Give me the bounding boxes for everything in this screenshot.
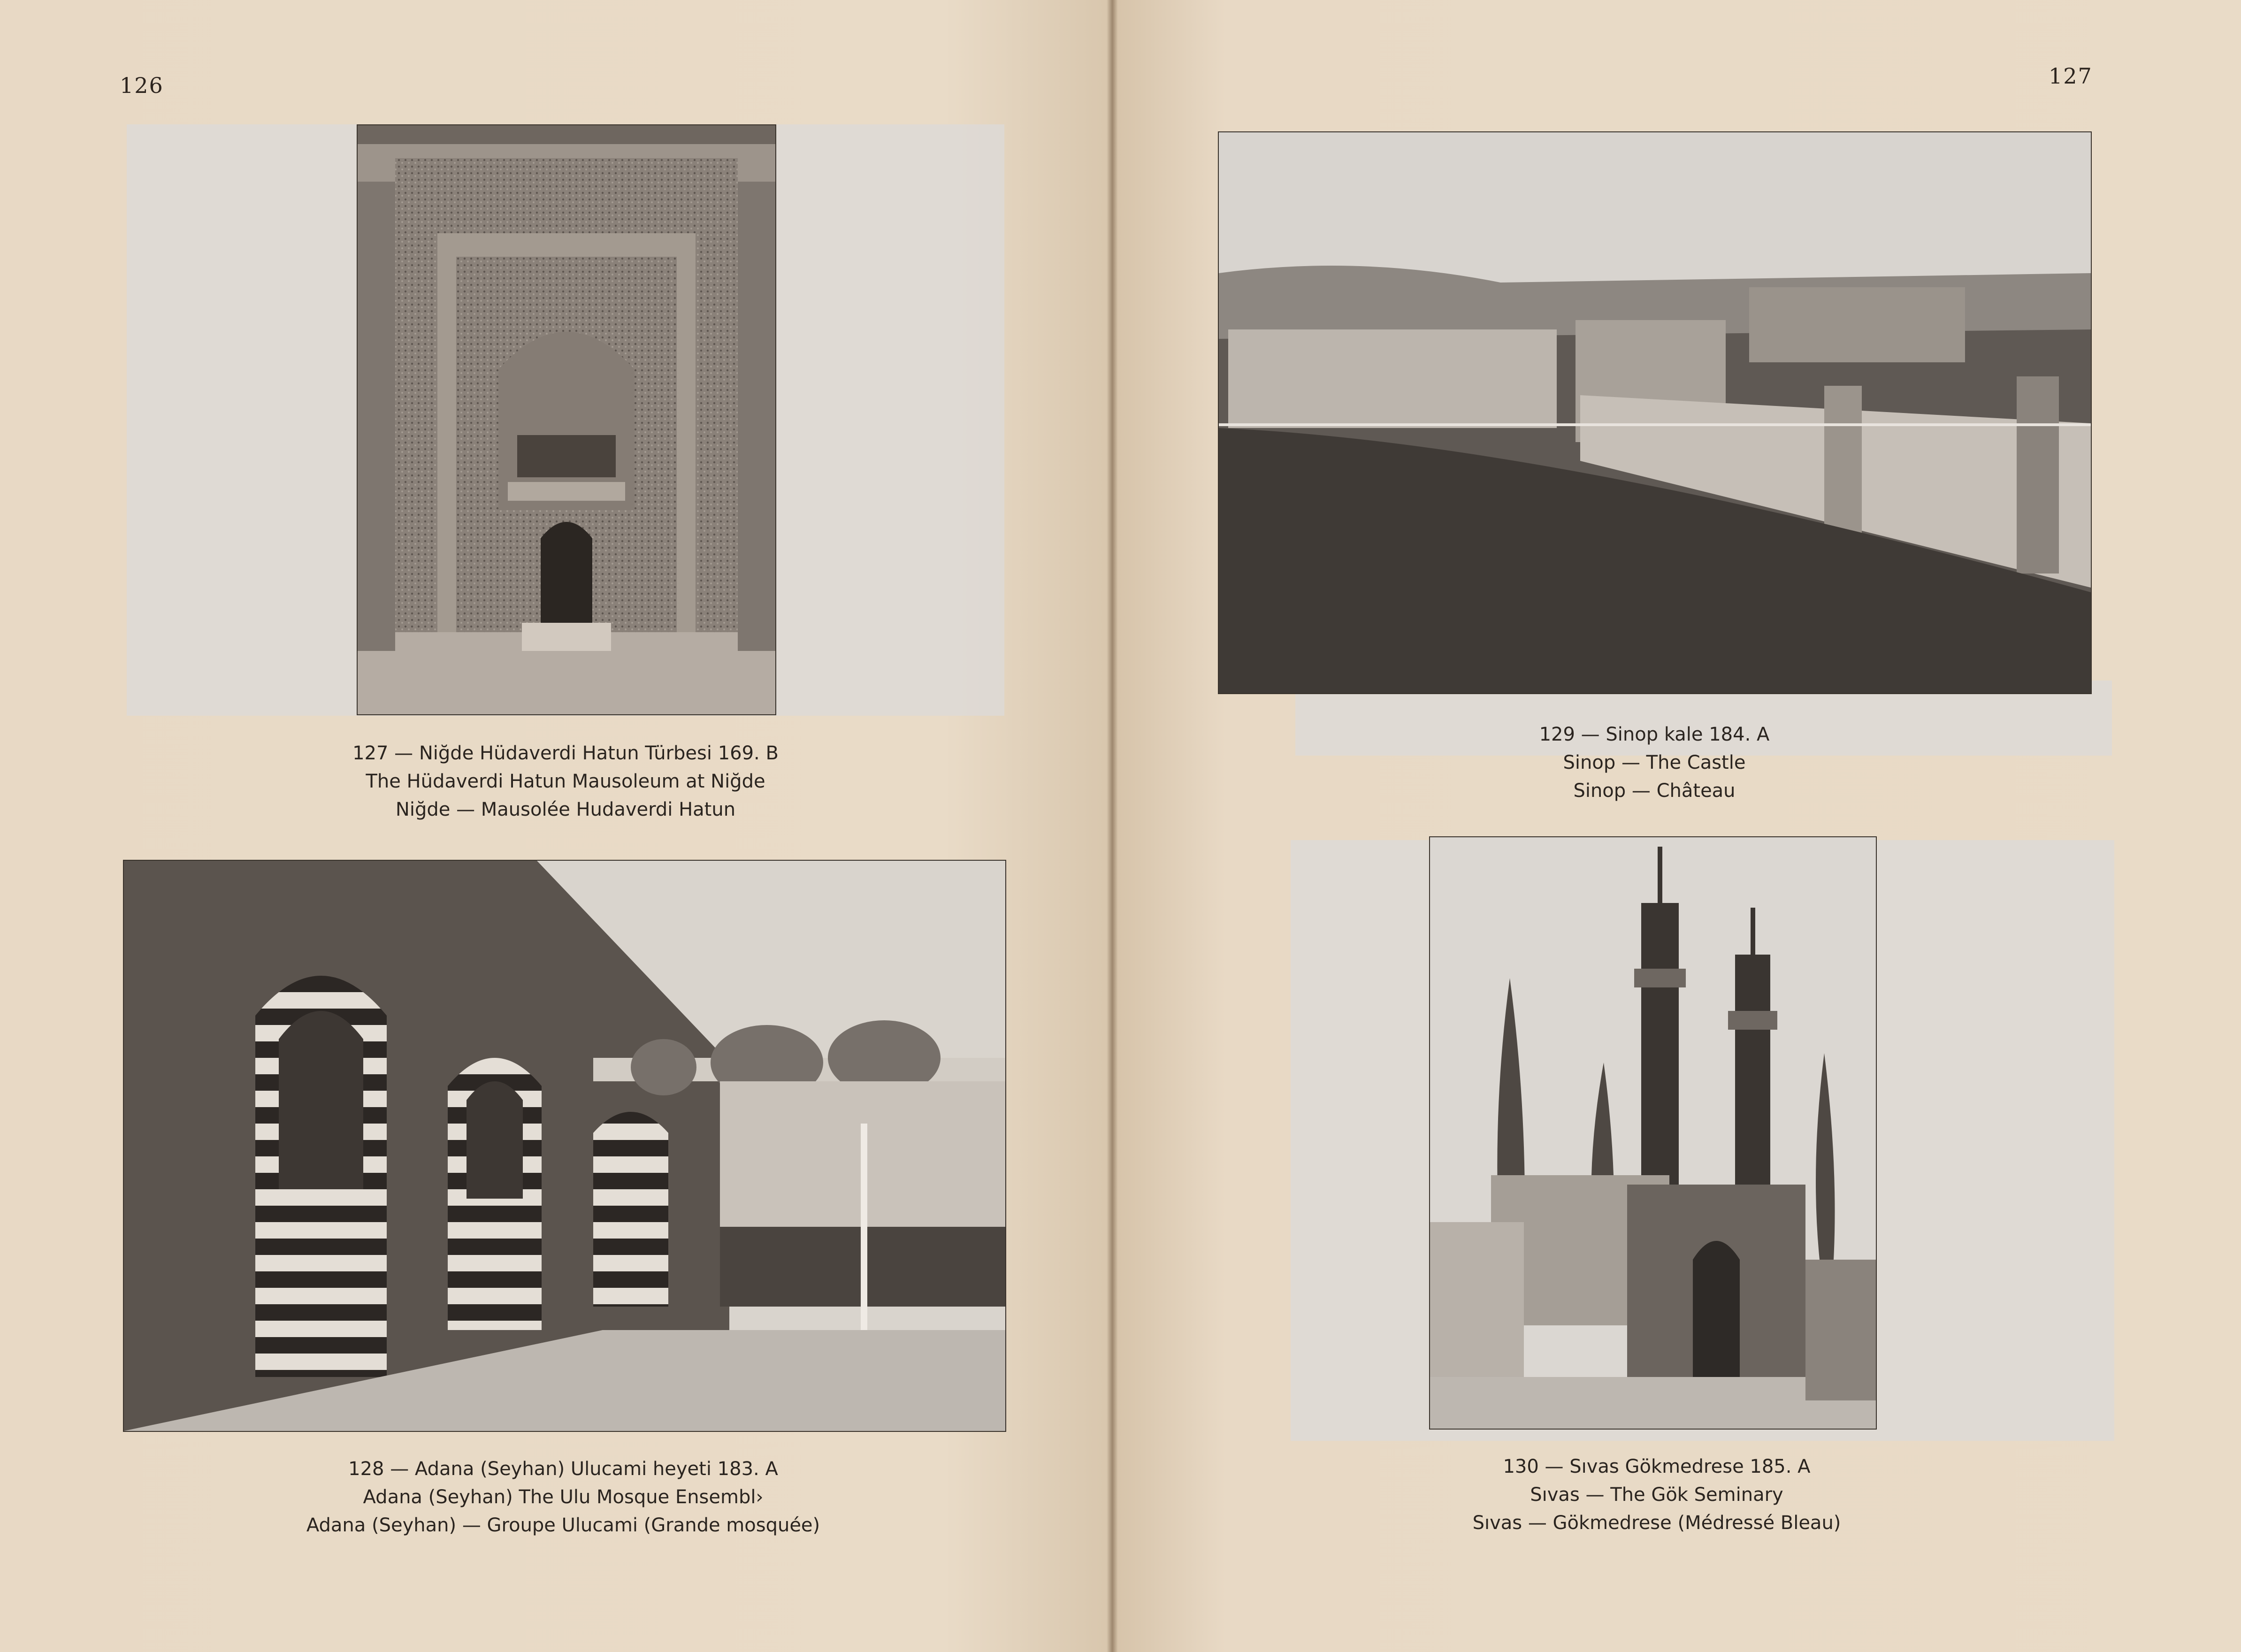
caption-line-en: The Hüdaverdi Hatun Mausoleum at Niğde: [366, 771, 765, 792]
caption-line-fr: Niğde — Mausolée Hudaverdi Hatun: [395, 799, 736, 820]
caption-line-tr: 127 — Niğde Hüdaverdi Hatun Türbesi 169. B: [352, 742, 779, 764]
caption-line-fr: Adana (Seyhan) — Groupe Ulucami (Grande mosquée): [306, 1514, 820, 1536]
caption-line-fr: Sinop — Château: [1573, 780, 1736, 802]
caption-line-en: Adana (Seyhan) The Ulu Mosque Ensembl›: [363, 1486, 764, 1508]
page-number-left: 126: [120, 73, 164, 98]
photo-adana-ulucami: [123, 860, 1006, 1432]
figure-caption: [197, 1455, 929, 1539]
figure-caption: [1408, 1453, 1905, 1537]
caption-line-tr: 129 — Sinop kale 184. A: [1539, 724, 1770, 745]
photo-sinop-castle: [1218, 131, 2092, 694]
caption-line-fr: Sıvas — Gökmedrese (Médressé Bleau): [1472, 1512, 1841, 1534]
photo-sivas-gokmedrese: [1429, 836, 1877, 1430]
caption-line-en: Sıvas — The Gök Seminary: [1530, 1484, 1783, 1506]
book-gutter: [1107, 0, 1118, 1652]
caption-line-tr: 128 — Adana (Seyhan) Ulucami heyeti 183. A: [348, 1458, 778, 1480]
figure-caption: [263, 739, 868, 824]
caption-line-en: Sinop — The Castle: [1563, 752, 1746, 773]
caption-line-tr: 130 — Sıvas Gökmedrese 185. A: [1503, 1456, 1811, 1477]
page-number-right: 127: [2049, 63, 2093, 89]
photo-mausoleum-portal: [357, 124, 776, 715]
figure-caption: [1413, 720, 1896, 805]
